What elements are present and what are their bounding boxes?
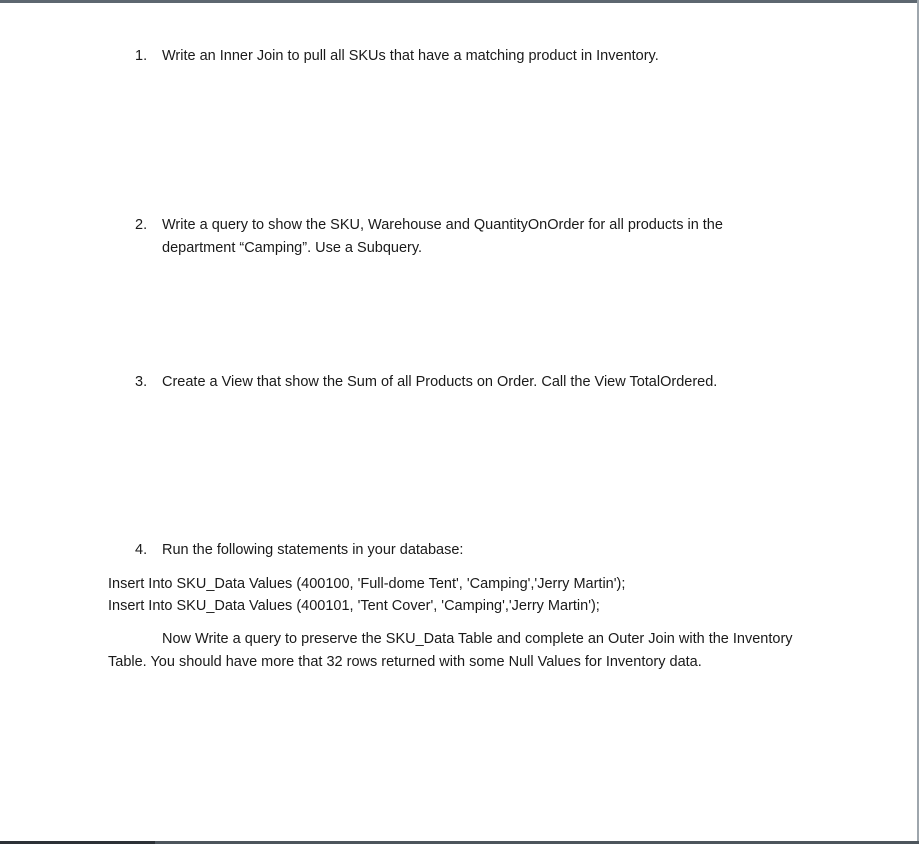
question-4 [135,539,775,562]
question-3 [135,371,775,394]
sql-statement-1: Insert Into SKU_Data Values (400100, 'Full-dome Tent', 'Camping','Jerry Martin'); [108,576,626,592]
question-text: Run the following statements in your database: [162,542,464,558]
followup-text: Now Write a query to preserve the SKU_Data Table and complete an Outer Join with the Inventory Table. You should have more that 32 rows returned with some Null Values for Inventory data. [108,631,793,670]
question-number: 3. [135,374,148,390]
question-1 [135,45,775,68]
question-number: 4. [135,542,148,558]
followup-paragraph [108,628,818,674]
question-number: 2. [135,217,148,233]
question-text: Create a View that show the Sum of all Products on Order. Call the View TotalOrdered. [162,374,718,390]
question-text: Write a query to show the SKU, Warehouse and QuantityOnOrder for all products in the department “Camping”. Use a Subquery. [162,217,723,256]
question-number: 1. [135,48,148,64]
sql-statement-2: Insert Into SKU_Data Values (400101, 'Tent Cover', 'Camping','Jerry Martin'); [108,598,600,614]
question-2 [135,214,765,260]
question-text: Write an Inner Join to pull all SKUs that have a matching product in Inventory. [162,48,659,64]
